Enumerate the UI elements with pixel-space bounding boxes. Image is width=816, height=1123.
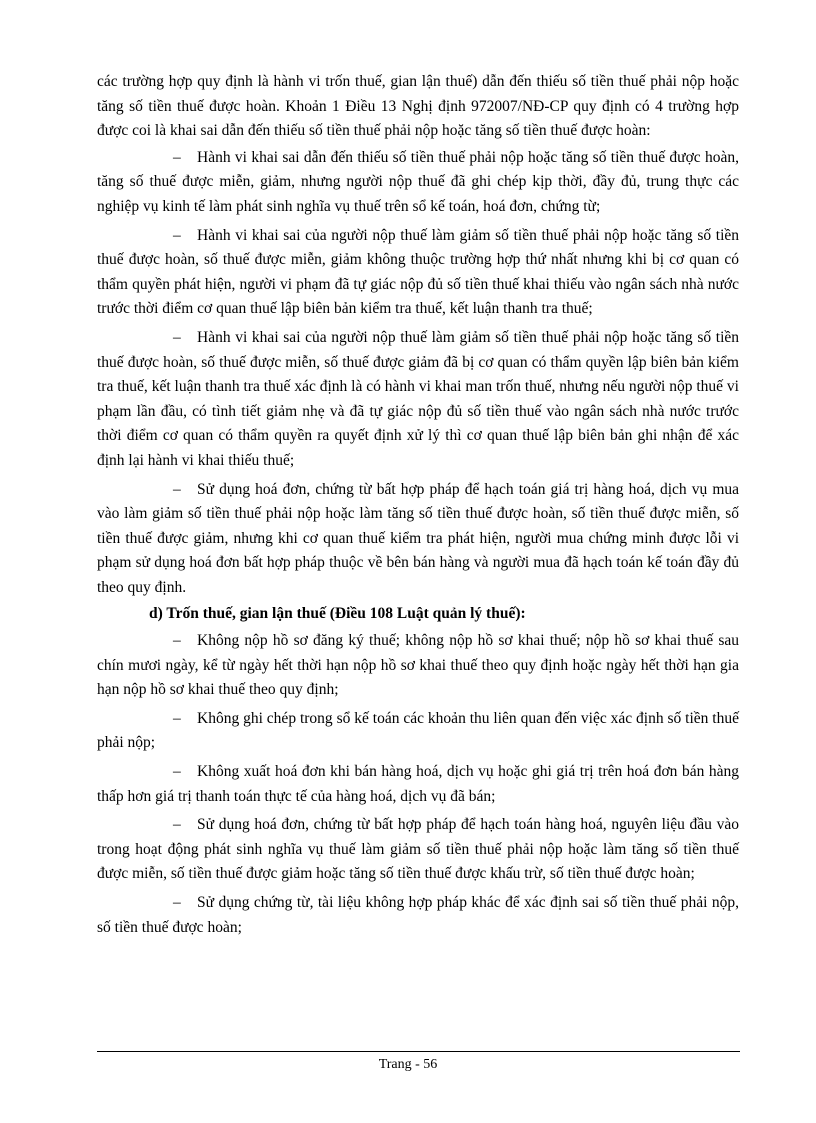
dash-bullet: – xyxy=(173,328,181,346)
dash-bullet: – xyxy=(173,894,181,911)
list-item-text: Không nộp hồ sơ đăng ký thuế; không nộp hồ sơ khai thuế; nộp hồ sơ khai thuế sau chín mươi ngày, kể từ ngày hết thời hạn nộp hồ sơ khai thuế theo quy định hoặc ngày hết thời hạn gia hạn nộp hồ sơ khai thuế theo quy định; xyxy=(97,632,739,699)
list-item-text: Không ghi chép trong sổ kế toán các khoản thu liên quan đến việc xác định số tiền thuế phải nộp; xyxy=(97,709,739,752)
list-item xyxy=(97,891,739,940)
dash-bullet: – xyxy=(173,709,181,727)
list-item xyxy=(97,813,739,887)
list-item-text: Hành vi khai sai của người nộp thuế làm giảm số tiền thuế phải nộp hoặc tăng số tiền thuế được hoàn, số thuế được miễn, số thuế được giảm đã bị cơ quan có thẩm quyền lập biên bản kiểm tra thuế, kết luận thanh tra thuế xác định là có hành vi khai man trốn thuế, nhưng nếu người nộp thuế vi phạm lần đầu, có tình tiết giảm nhẹ và đã tự giác nộp đủ số tiền thuế vào ngân sách nhà nước trước thời điểm cơ quan có thẩm quyền ra quyết định xử lý thì cơ quan thuế lập biên bản ghi nhận để xác định lại hành vi khai thiếu thuế; xyxy=(97,328,739,469)
section-c-list xyxy=(97,146,739,601)
dash-bullet: – xyxy=(173,816,181,834)
page-number: Trang - 56 xyxy=(378,1057,438,1072)
list-item xyxy=(97,629,739,703)
list-item xyxy=(97,760,739,809)
list-item-text: Sử dụng chứng từ, tài liệu không hợp pháp khác để xác định sai số tiền thuế phải nộp, số tiền thuế được hoàn; xyxy=(97,894,739,936)
list-item-text: Sử dụng hoá đơn, chứng từ bất hợp pháp để hạch toán giá trị hàng hoá, dịch vụ mua vào làm giảm số tiền thuế phải nộp hoặc làm tăng số tiền thuế được hoàn, số tiền thuế được miễn, số tiền thuế được giảm, nhưng khi cơ quan thuế kiểm tra phát hiện, người mua chứng minh được lỗi vi phạm sử dụng hoá đơn bất hợp pháp thuộc về bên bán hàng và người mua đã hạch toán kế toán đầy đủ theo quy định. xyxy=(97,480,739,596)
list-item-text: Không xuất hoá đơn khi bán hàng hoá, dịch vụ hoặc ghi giá trị trên hoá đơn bán hàng thấp hơn giá trị thanh toán thực tế của hàng hoá, dịch vụ đã bán; xyxy=(97,763,739,805)
list-item-text: Sử dụng hoá đơn, chứng từ bất hợp pháp để hạch toán hàng hoá, nguyên liệu đầu vào trong hoạt động phát sinh nghĩa vụ thuế làm giảm số tiền thuế phải nộp hoặc làm tăng số tiền thuế được miễn, số tiền thuế được giảm hoặc tăng số tiền thuế được khấu trừ, số tiền thuế được hoàn; xyxy=(97,816,739,883)
page-body xyxy=(97,70,739,940)
dash-bullet: – xyxy=(173,480,181,498)
intro-paragraph: các trường hợp quy định là hành vi trốn thuế, gian lận thuế) dẫn đến thiếu số tiền thuế phải nộp hoặc tăng số tiền thuế được hoàn. Khoản 1 Điều 13 Nghị định 972007/NĐ-CP quy định có 4 trường hợp được coi là khai sai dẫn đến thiếu số tiền thuế phải nộp hoặc tăng số tiền thuế được hoàn: xyxy=(97,73,739,140)
dash-bullet: – xyxy=(173,632,181,650)
section-d-heading: d) Trốn thuế, gian lận thuế (Điều 108 Luật quản lý thuế): xyxy=(149,605,526,623)
dash-bullet: – xyxy=(173,226,181,244)
list-item xyxy=(97,146,739,220)
list-item xyxy=(97,707,739,756)
dash-bullet: – xyxy=(173,148,181,166)
list-item xyxy=(97,326,739,474)
list-item xyxy=(97,224,739,322)
dash-bullet: – xyxy=(173,763,181,781)
section-d-list xyxy=(97,629,739,940)
list-item-text: Hành vi khai sai dẫn đến thiếu số tiền thuế phải nộp hoặc tăng số tiền thuế được hoàn, tăng số thuế được miễn, giảm, nhưng người nộp thuế đã ghi chép kịp thời, đầy đủ, trung thực các nghiệp vụ kinh tế làm phát sinh nghĩa vụ thuế trên sổ kế toán, hoá đơn, chứng từ; xyxy=(97,148,739,215)
list-item-text: Hành vi khai sai của người nộp thuế làm giảm số tiền thuế phải nộp hoặc tăng số tiền thuế được hoàn, số thuế được miễn, giảm không thuộc trường hợp thứ nhất nhưng khi bị cơ quan có thẩm quyền phát hiện, người vi phạm đã tự giác nộp đủ số tiền thuế khai thiếu vào ngân sách nhà nước trước thời điểm cơ quan thuế lập biên bản kiểm tra thuế, kết luận thanh tra thuế; xyxy=(97,226,739,318)
list-item xyxy=(97,478,739,601)
footer-divider xyxy=(97,1051,740,1052)
